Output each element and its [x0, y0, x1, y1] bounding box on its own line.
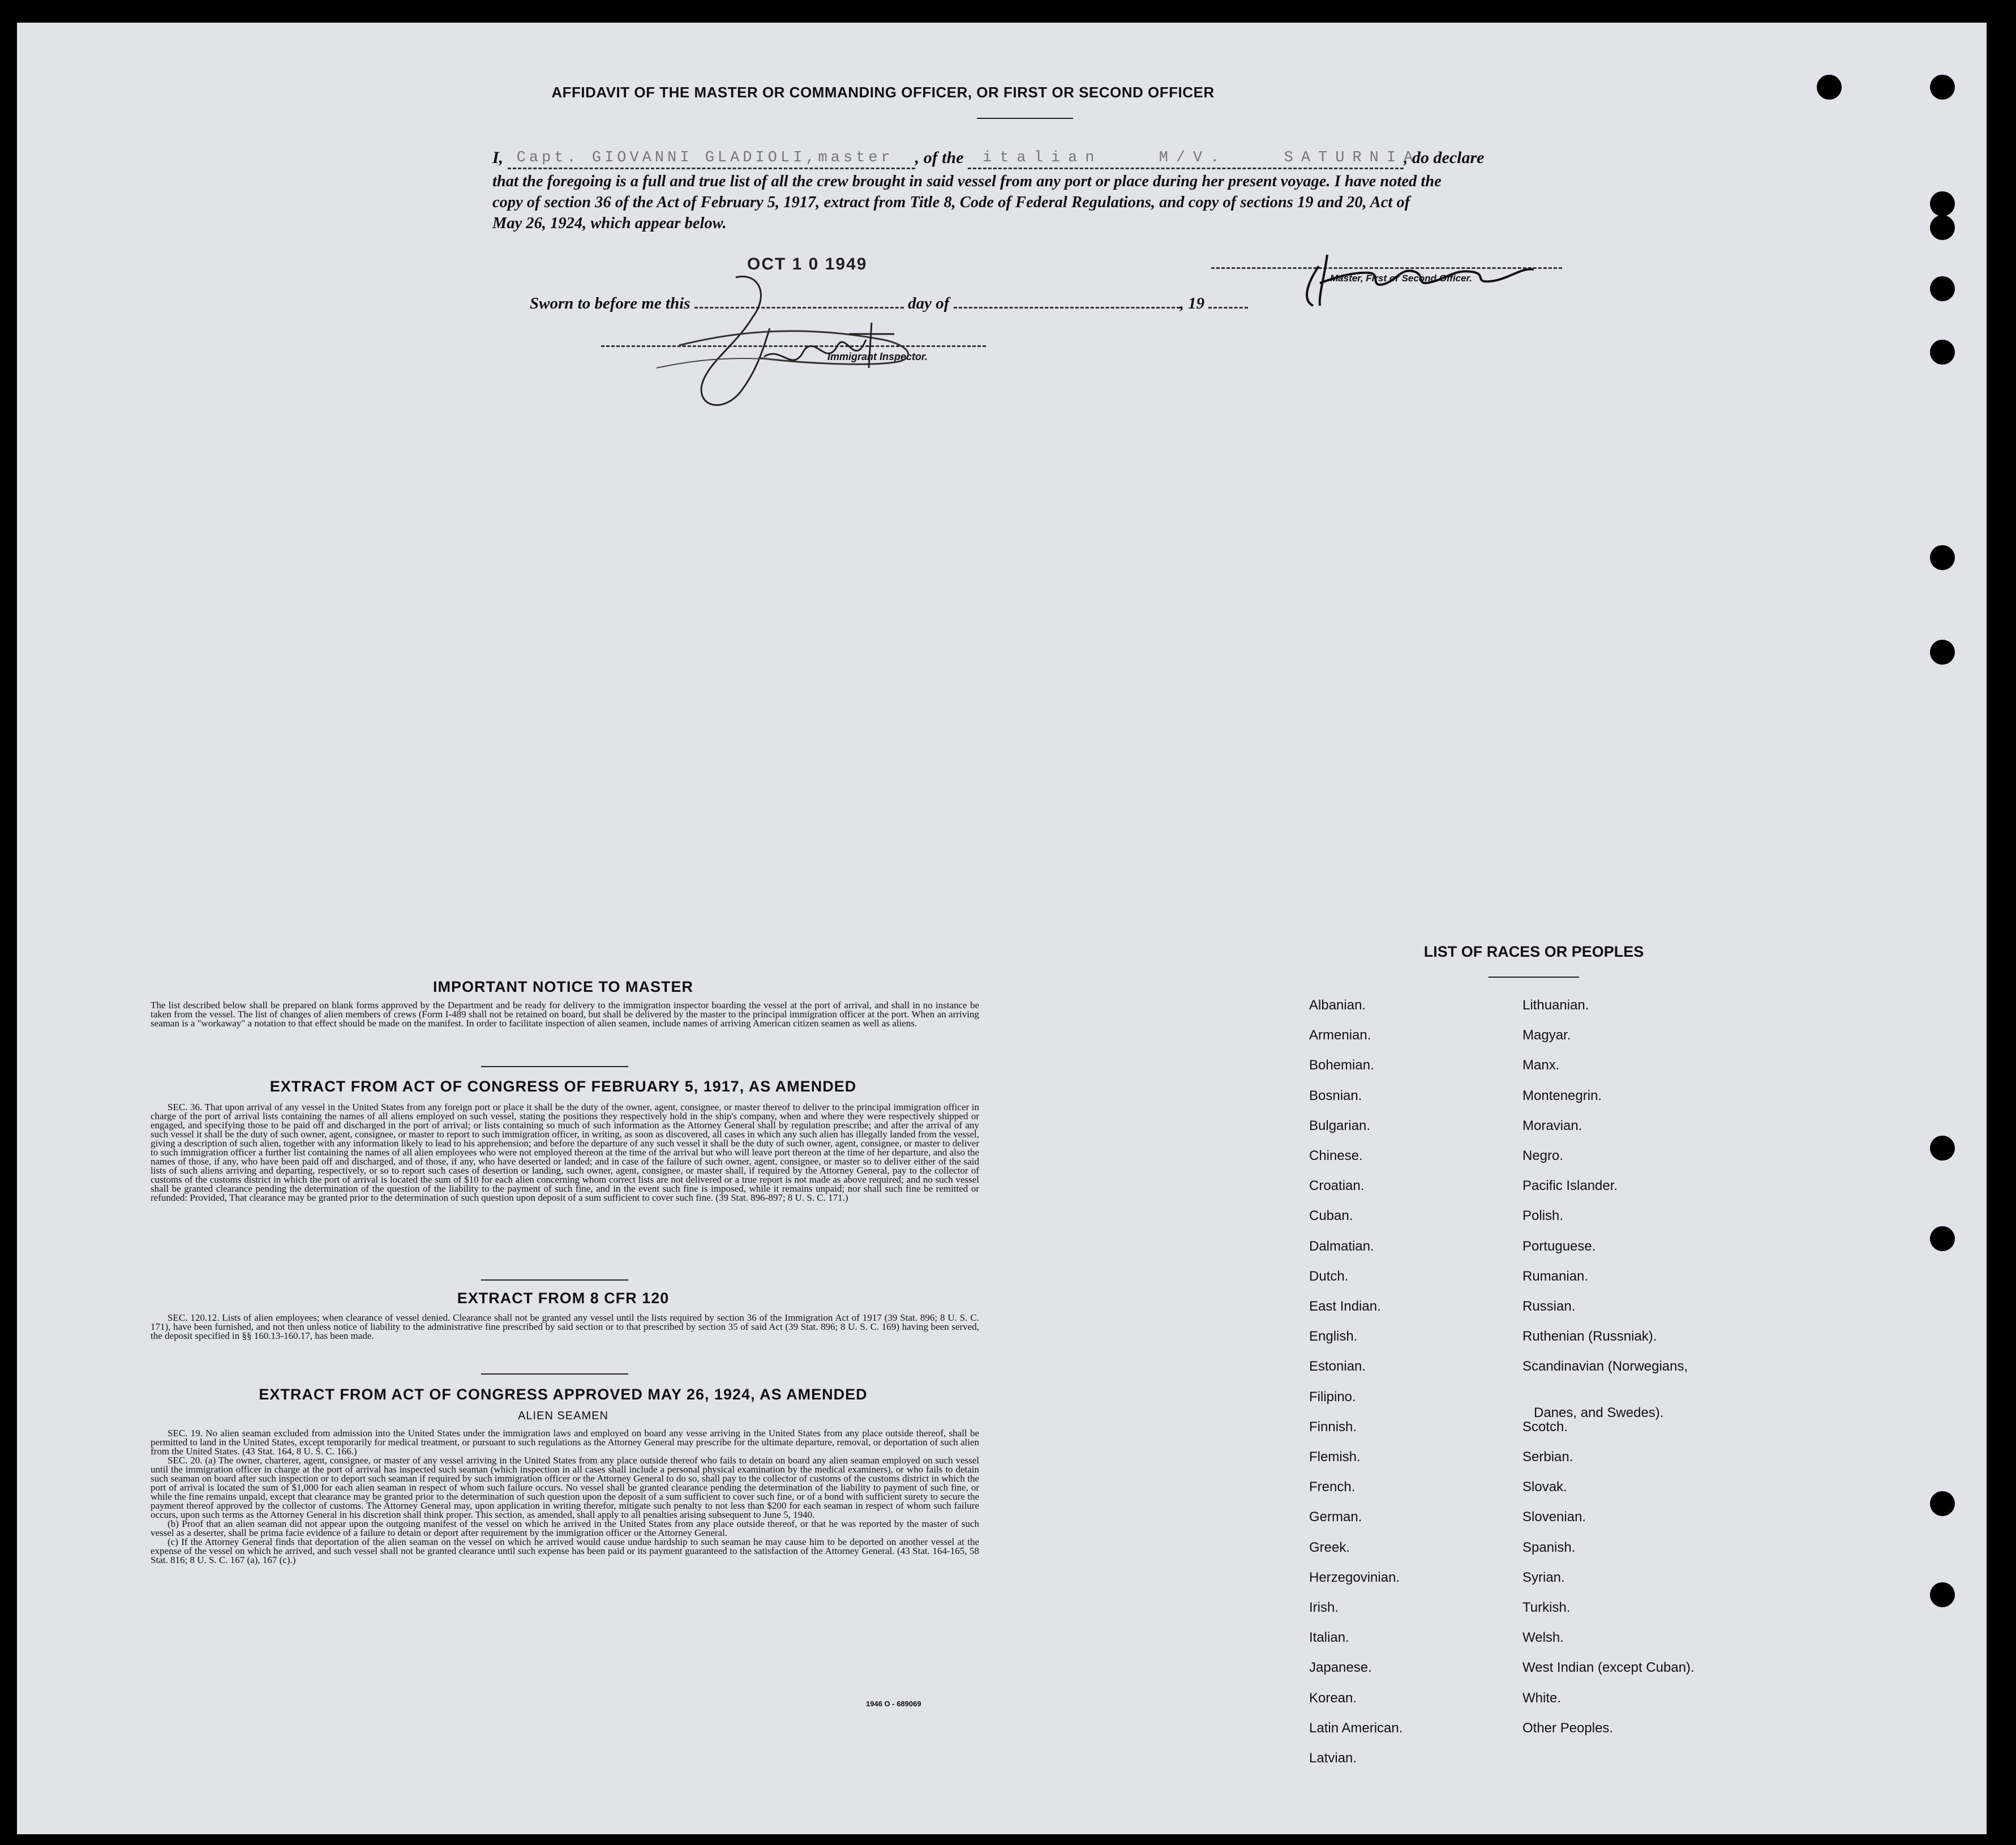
- binder-hole: [1930, 276, 1955, 301]
- extract-1924-title: EXTRACT FROM ACT OF CONGRESS APPROVED MAY 26, 1924, AS AMENDED: [259, 1386, 868, 1403]
- affidavit-body-line: copy of section 36 of the Act of February 5, 1917, extract from Title 8, Code of Federal Regulations, and copy of sections 19 and 20, Act of: [492, 194, 1410, 211]
- race-item: Herzegovinian.: [1309, 1569, 1400, 1585]
- race-item: Cuban.: [1309, 1208, 1353, 1224]
- binder-hole: [1930, 640, 1955, 665]
- extract-1917-title: EXTRACT FROM ACT OF CONGRESS OF FEBRUARY 5, 1917, AS AMENDED: [269, 1078, 857, 1095]
- races-title-underline: [1489, 977, 1579, 978]
- date-stamp: OCT 1 0 1949: [747, 255, 868, 273]
- notice-title: IMPORTANT NOTICE TO MASTER: [433, 978, 693, 995]
- race-item: Ruthenian (Russniak).: [1522, 1329, 1657, 1345]
- binder-hole: [1930, 1582, 1955, 1607]
- of-the-label: , of the: [915, 148, 964, 167]
- race-item: East Indian.: [1309, 1299, 1381, 1314]
- vessel-value: italian M/V. SATURNIA: [983, 149, 1421, 166]
- binder-hole: [1930, 1136, 1955, 1161]
- race-item: Scandinavian (Norwegians,: [1522, 1359, 1688, 1375]
- inspector-signature: [645, 260, 940, 419]
- race-item: Flemish.: [1309, 1449, 1361, 1465]
- race-item: Finnish.: [1309, 1419, 1357, 1435]
- binder-hole: [1930, 1491, 1955, 1516]
- do-declare-label: , do declare: [1404, 148, 1485, 167]
- affidavit-title: AFFIDAVIT OF THE MASTER OR COMMANDING OFFICER, OR FIRST OR SECOND OFFICER: [551, 84, 1215, 101]
- race-item: Montenegrin.: [1522, 1088, 1602, 1103]
- document-page: [17, 23, 1987, 1834]
- print-code: 1946 O - 689069: [866, 1700, 921, 1708]
- binder-hole: [1930, 215, 1955, 240]
- race-item: Irish.: [1309, 1600, 1339, 1615]
- race-item: Estonian.: [1309, 1359, 1366, 1375]
- sworn-label: Sworn to before me this: [530, 294, 690, 313]
- divider: [481, 1373, 628, 1375]
- race-item: German.: [1309, 1509, 1362, 1525]
- extract-1917-body: SEC. 36. That upon arrival of any vessel in the United States from any foreign port or place it shall be the duty of the owner, agent, consignee, or master thereof to deliver to the principal immigration officer in charge of the port of arrival lists containing the names of all aliens employed on such vessel, stating the positions they respectively hold in the ship's company, when and where they were respectively shipped or engaged, and specifying those to be paid off and discharged in the port of arrival; or lists containing so much of such information as the Attorney General shall by regulation prescribe; and after the arrival of any such vessel it shall be the duty of such owner, agent, consignee, or master to report to such immigration officer, in writing, as soon as discovered, all cases in which any such alien has illegally landed from the vessel, giving a description of such alien, together with any information likely to lead to his apprehension; and before the departure of any such vessel it shall be the duty of such owner, agent, consignee, or master to deliver to such immigration officer a further list containing the names of all alien employees who were not employed thereon at the time of the arrival but who will leave port thereon at the time of her departure, and also the names of those, if any, who have been paid off and discharged, and of those, if any, who have deserted or landed; and in case of the failure of such owner, agent, consignee, or master so to deliver either of the said lists of such aliens arriving and departing, respectively, or so to report such cases of desertion or landing, such owner, agent, consignee, or master shall, if required by the Attorney General, pay to the collector of customs of the customs district in which the port of arrival is located the sum of $10 for each alien concerning whom correct lists are not delivered or a true report is not made as above required; and no such vessel shall be granted clearance pending the determination of the question of the liability to the payment of such fine, and in the event such fine is imposed, while it remains unpaid; nor shall such fine be remitted or refunded: Provided, That clearance may be granted prior to the determination of such question upon deposit of a sum sufficient to cover such fine. (39 Stat. 896-897; 8 U. S. C. 171.): [151, 1102, 979, 1203]
- sec-19-text: SEC. 19. No alien seaman excluded from admission into the United States under the immigration laws and employed on board any vesse arriving in the United States from any place outside thereof, shall be permitted to land in the United States, except temporarily for medical treatment, or pursuant to such regulations as the Attorney General may prescribe for the ultimate departure, removal, or deportation of such alien from the United States. (43 Stat. 164, 8 U. S. C. 166.): [151, 1428, 979, 1457]
- race-item: Armenian.: [1309, 1028, 1371, 1043]
- race-item: Manx.: [1522, 1058, 1560, 1073]
- race-item: Korean.: [1309, 1690, 1357, 1706]
- race-item: Pacific Islander.: [1522, 1178, 1618, 1194]
- race-item: Bohemian.: [1309, 1058, 1374, 1073]
- race-item: Albanian.: [1309, 998, 1366, 1013]
- race-item: Magyar.: [1522, 1028, 1571, 1043]
- inspector-caption: Immigrant Inspector.: [827, 351, 928, 362]
- race-item: Japanese.: [1309, 1660, 1372, 1676]
- race-item: Syrian.: [1522, 1569, 1565, 1585]
- i-label: I,: [492, 148, 504, 167]
- race-item: Welsh.: [1522, 1630, 1564, 1646]
- binder-hole: [1930, 1226, 1955, 1251]
- race-item: Latin American.: [1309, 1720, 1403, 1736]
- master-signature: [1285, 232, 1556, 311]
- sec-20b-text: (b) Proof that an alien seaman did not appear upon the outgoing manifest of the vessel on which he arrived in the United States from any place outside thereof, or that he was reported by the master of such vessel as a deserter, shall be prima facie evidence of a failure to detain or deport after requirement by the immigration officer or the Attorney General.: [151, 1518, 979, 1538]
- day-of-label: day of: [908, 294, 950, 313]
- race-item: Other Peoples.: [1522, 1720, 1614, 1736]
- master-caption: Master, First or Second Officer.: [1330, 273, 1472, 284]
- race-item: Croatian.: [1309, 1178, 1365, 1194]
- title-underline: [977, 118, 1073, 119]
- race-item: Polish.: [1522, 1208, 1564, 1224]
- sec-20c-text: (c) If the Attorney General finds that deportation of the alien seaman on the vessel on which he arrived would cause undue hardship to such seaman he may cause him to be deported on another vessel at the expense of the vessel on which he arrived, and such vessel shall not be granted clearance until such expense has been paid or its payment guaranteed to the satisfaction of the Attorney General. (43 Stat. 164-165, 58 Stat. 816; 8 U. S. C. 167 (a), 167 (c).): [151, 1536, 979, 1565]
- affidavit-body-line: May 26, 1924, which appear below.: [492, 215, 727, 232]
- race-item: Dalmatian.: [1309, 1238, 1374, 1254]
- race-item: Slovenian.: [1522, 1509, 1586, 1525]
- race-item: Latvian.: [1309, 1750, 1357, 1766]
- race-item: Russian.: [1522, 1299, 1576, 1314]
- divider: [481, 1279, 628, 1281]
- vessel-field[interactable]: [968, 148, 1421, 169]
- extract-8cfr-title: EXTRACT FROM 8 CFR 120: [457, 1290, 670, 1307]
- nineteen-label: , 19: [1179, 294, 1205, 313]
- race-item: Scotch.: [1522, 1419, 1568, 1435]
- race-item: Slovak.: [1522, 1479, 1567, 1495]
- binder-hole: [1817, 75, 1842, 100]
- race-item: Spanish.: [1522, 1539, 1576, 1555]
- race-item: Danes, and Swedes).: [1534, 1405, 1664, 1420]
- races-title: LIST OF RACES OR PEOPLES: [1423, 943, 1644, 960]
- notice-body: The list described below shall be prepared on blank forms approved by the Department and be ready for delivery to the immigration inspector boarding the vessel at the port of arrival, and shall in no instance be taken from the vessel. The list of changes of alien members of crews (Form I-489 shall not be retained on board, but shall be delivered by the master to the principal immigration officer at the port. When an arriving seaman is a "workaway" a notation to that effect should be made on the manifest. In order to facilitate inspection of alien seamen, include names of arriving American citizen seamen as well as aliens.: [151, 1000, 979, 1029]
- affidavit-line1: [492, 148, 1484, 169]
- race-item: Filipino.: [1309, 1389, 1356, 1405]
- race-item: Turkish.: [1522, 1600, 1571, 1615]
- binder-hole: [1930, 75, 1955, 100]
- race-item: Portuguese.: [1522, 1238, 1596, 1254]
- race-item: Bosnian.: [1309, 1088, 1362, 1103]
- extract-1924-subtitle: ALIEN SEAMEN: [518, 1410, 608, 1422]
- race-item: West Indian (except Cuban).: [1522, 1660, 1695, 1676]
- binder-hole: [1930, 340, 1955, 365]
- divider: [481, 1066, 628, 1067]
- race-item: Greek.: [1309, 1539, 1350, 1555]
- race-item: Lithuanian.: [1522, 998, 1589, 1013]
- sec-20a-text: SEC. 20. (a) The owner, charterer, agent, consignee, or master of any vessel arriving in the United States from any place outside thereof who fails to detain on board any alien seaman employed on such vessel until the immigration officer in charge at the port of arrival has inspected such seaman (which inspection in all cases shall include a personal physical examination by the medical examiners), or who fails to detain such seaman on board after such inspection or to deport such seaman if required by such immigration officer or the Attorney General to do so, shall pay to the collector of customs of the customs district in which the port of arrival is located the sum of $1,000 for each alien seaman in respect of whom such failure occurs. No vessel shall be granted clearance pending the determination of the liability to payment of such fine, or while the fine remains unpaid, except that clearance may be granted prior to the determination of such question upon the deposit of a sum sufficient to cover such fine, or of a bond with sufficient surety to secure the payment thereof approved by the collector of customs. The Attorney General may, upon application in writing therefor, mitigate such penalty to not less than $200 for each seaman in respect of whom such failure occurs, upon such terms as the Attorney General in his discretion shall think proper. This section, as amended, shall apply to all penalties arising subsequent to June 5, 1940.: [151, 1455, 979, 1520]
- sworn-month-field[interactable]: [954, 307, 1180, 309]
- sworn-year-field[interactable]: [1208, 307, 1248, 309]
- race-item: Dutch.: [1309, 1268, 1349, 1284]
- affidavit-body: [492, 171, 1585, 234]
- race-item: Chinese.: [1309, 1148, 1363, 1163]
- race-item: French.: [1309, 1479, 1356, 1495]
- race-item: White.: [1522, 1690, 1562, 1706]
- extract-8cfr-body: SEC. 120.12. Lists of alien employees; when clearance of vessel denied. Clearance shall not be granted any vessel until the lists required by section 36 of the Immigration Act of 1917 (39 Stat. 896; 8 U. S. C. 171), have been furnished, and not then unless notice of liability to the administrative fine prescribed by said section or to that prescribed by section 35 of said Act (39 Stat. 896; 8 U. S. C. 169) having been served, the deposit specified in §§ 160.13-160.17, has been made.: [151, 1312, 979, 1341]
- race-item: Serbian.: [1522, 1449, 1573, 1465]
- master-name-value: Capt. GIOVANNI GLADIOLI,master: [516, 149, 894, 166]
- affidavit-body-line: that the foregoing is a full and true list of all the crew brought in said vessel from any port or place during her present voyage. I have noted the: [492, 173, 1442, 190]
- binder-hole: [1930, 191, 1955, 216]
- race-item: Moravian.: [1522, 1118, 1582, 1133]
- race-item: Negro.: [1522, 1148, 1564, 1163]
- master-name-field[interactable]: [508, 148, 915, 169]
- race-item: Rumanian.: [1522, 1268, 1589, 1284]
- extract-1924-body: [151, 1429, 979, 1565]
- race-item: Italian.: [1309, 1630, 1349, 1646]
- race-item: English.: [1309, 1329, 1358, 1345]
- race-item: Bulgarian.: [1309, 1118, 1371, 1133]
- binder-hole: [1930, 545, 1955, 570]
